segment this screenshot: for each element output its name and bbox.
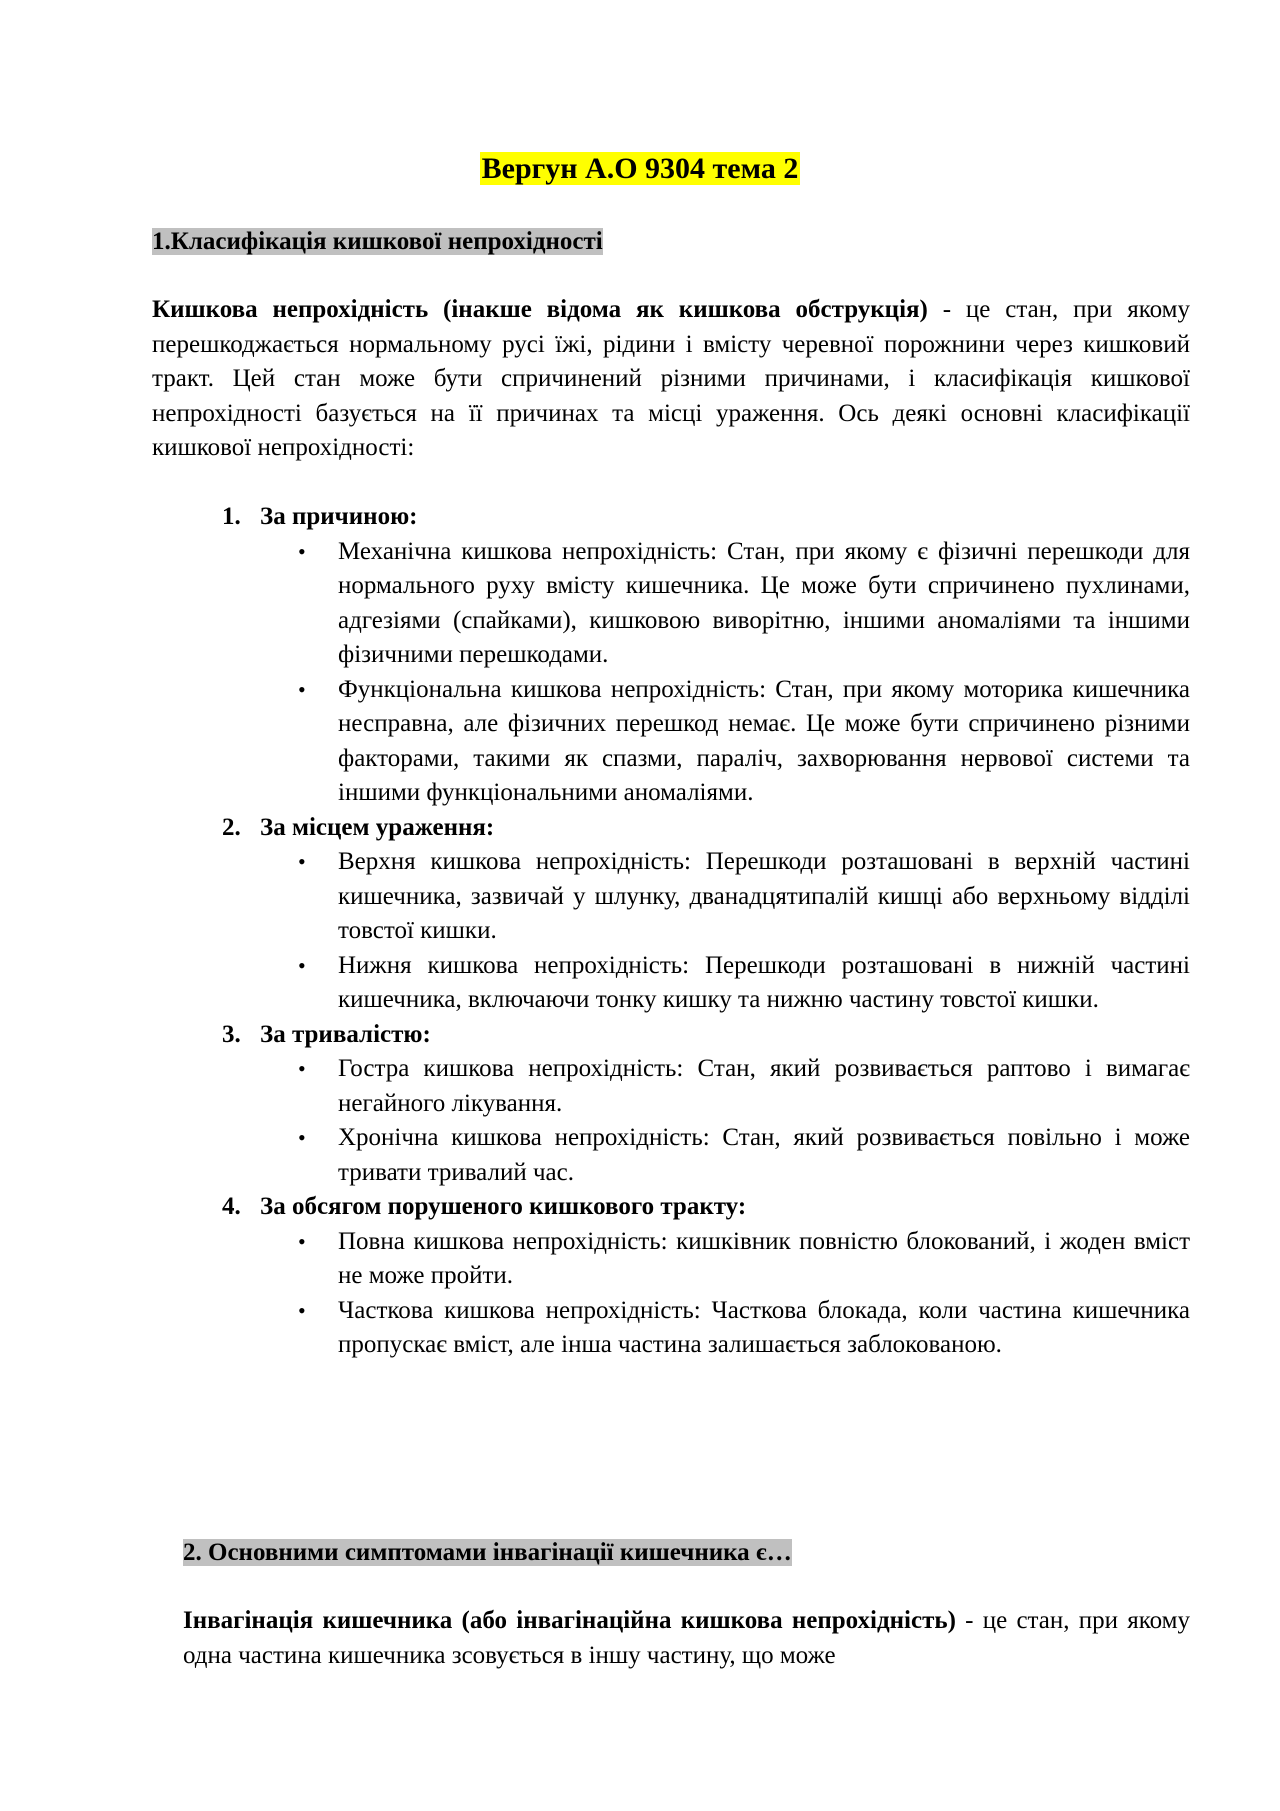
list-item — [152, 1225, 1190, 1294]
classification-category — [152, 1018, 1190, 1053]
list-item-text: Механічна кишкова непрохідність: Стан, при якому є фізичні перешкоди для нормального руху вмісту кишечника. Це може бути спричинено пухлинами, адгезіями (спайками), кишковою виворітню, іншими аномаліями та іншими фізичними перешкодами. — [338, 537, 1190, 668]
list-item-text: Часткова кишкова непрохідність: Часткова блокада, коли частина кишечника пропускає вміст, але інша частина залишається заблокованою. — [338, 1296, 1190, 1358]
list-item — [152, 1121, 1190, 1190]
section-1-intro-text: - це стан, при якому перешкоджається нормальному русі їжі, рідини і вмісту черевної порожнини через кишковий тракт. Цей стан може бути спричинений різними причинами, і класифікація кишкової непрохідності базується на її причинах та місці ураження. Ось деякі основні класифікації кишкової непрохідності: — [152, 296, 1190, 461]
bullet-icon: • — [298, 676, 306, 702]
category-number: 2. — [222, 813, 241, 841]
bullet-icon: • — [298, 538, 306, 564]
list-item — [152, 1294, 1190, 1363]
document-title-text: Вергун А.О 9304 тема 2 — [481, 152, 799, 185]
bullet-icon: • — [298, 1297, 306, 1323]
category-label: За тривалістю: — [260, 1020, 431, 1048]
list-item-text: Функціональна кишкова непрохідність: Стан, при якому моторика кишечника несправна, але фізичних перешкод немає. Це може бути спричинено різними факторами, такими як спазми, параліч, захворювання нервової системи та іншими функціональними аномаліями. — [338, 675, 1190, 806]
list-item — [152, 845, 1190, 949]
category-number: 3. — [222, 1020, 241, 1048]
category-number: 1. — [222, 503, 241, 530]
category-label: За місцем ураження: — [260, 813, 495, 841]
section-1-heading — [152, 224, 603, 260]
section-2-intro-text: - це стан, при якому одна частина кишечника зсовується в іншу частину, що може — [183, 1607, 1190, 1669]
classification-category — [152, 1190, 1190, 1225]
bullet-icon: • — [298, 1125, 306, 1150]
list-item — [152, 949, 1190, 1018]
bullet-icon: • — [298, 1056, 306, 1081]
bullet-icon: • — [298, 1228, 306, 1254]
section-2-heading-text: 2. Основними симптомами інвагінації кишечника є… — [183, 1539, 792, 1566]
list-item-text: Нижня кишкова непрохідність: Перешкоди розташовані в нижній частині кишечника, включаючи тонку кишку та нижню частину товстої кишки. — [338, 951, 1190, 1013]
category-number: 4. — [222, 1193, 241, 1220]
list-item — [152, 673, 1190, 811]
list-item-text: Верхня кишкова непрохідність: Перешкоди розташовані в верхній частині кишечника, зазвичай у шлунку, дванадцятипалій кишці або верхньому відділі товстої кишки. — [338, 848, 1190, 944]
bullet-icon: • — [298, 952, 306, 978]
document-title — [0, 149, 1280, 189]
section-2-intro-paragraph — [183, 1604, 1190, 1673]
section-2-intro-bold: Інвагінація кишечника (або інвагінаційна кишкова непрохідність) — [183, 1607, 956, 1634]
classification-category — [152, 500, 1190, 535]
list-item-text: Гостра кишкова непрохідність: Стан, який розвивається раптово і вимагає негайного лікування. — [338, 1055, 1190, 1117]
list-item-text: Хронічна кишкова непрохідність: Стан, який розвивається повільно і може тривати тривалий час. — [338, 1124, 1190, 1186]
category-label: За обсягом порушеного кишкового тракту: — [260, 1193, 747, 1220]
classification-category — [152, 811, 1190, 846]
list-item — [152, 535, 1190, 673]
section-1-intro-paragraph — [152, 293, 1190, 466]
classification-list — [152, 500, 1190, 1363]
bullet-icon: • — [298, 849, 306, 874]
list-item — [152, 1052, 1190, 1121]
section-2-heading — [183, 1535, 792, 1571]
list-item-text: Повна кишкова непрохідність: кишківник повністю блокований, і жоден вміст не може пройти. — [338, 1227, 1190, 1289]
category-label: За причиною: — [260, 503, 418, 530]
section-1-heading-text: 1.Класифікація кишкової непрохідності — [152, 228, 603, 255]
section-1-intro-bold: Кишкова непрохідність (інакше відома як кишкова обструкція) — [152, 296, 928, 323]
